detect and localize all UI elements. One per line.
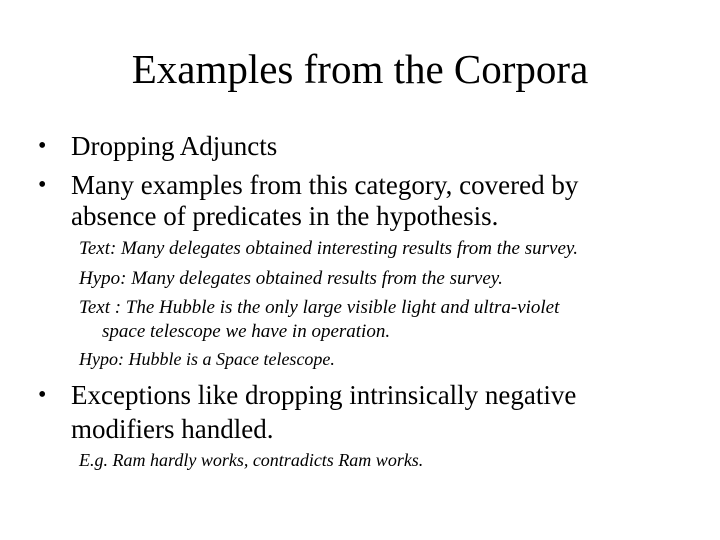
example-line: Hypo: Many delegates obtained results from the survey. [79, 268, 503, 289]
bullet-marker: • [38, 172, 47, 198]
bullet-text: Dropping Adjuncts [71, 131, 278, 161]
bullet-text: Many examples from this category, covered by [71, 170, 579, 200]
bullet-marker: • [38, 133, 47, 159]
bullet-text: absence of predicates in the hypothesis. [71, 201, 499, 231]
slide-title: Examples from the Corpora [131, 46, 589, 92]
bullet-text: Exceptions like dropping intrinsically negative [71, 380, 577, 410]
example-line: Hypo: Hubble is a Space telescope. [79, 349, 335, 369]
example-line: E.g. Ram hardly works, contradicts Ram works. [79, 450, 424, 470]
bullet-marker: • [38, 382, 47, 408]
example-line: Text: Many delegates obtained interesting results from the survey. [79, 238, 579, 259]
bullet-text: modifiers handled. [71, 414, 274, 444]
example-line: Text : The Hubble is the only large visible light and ultra-violet [79, 297, 560, 318]
example-line: space telescope we have in operation. [102, 321, 391, 342]
